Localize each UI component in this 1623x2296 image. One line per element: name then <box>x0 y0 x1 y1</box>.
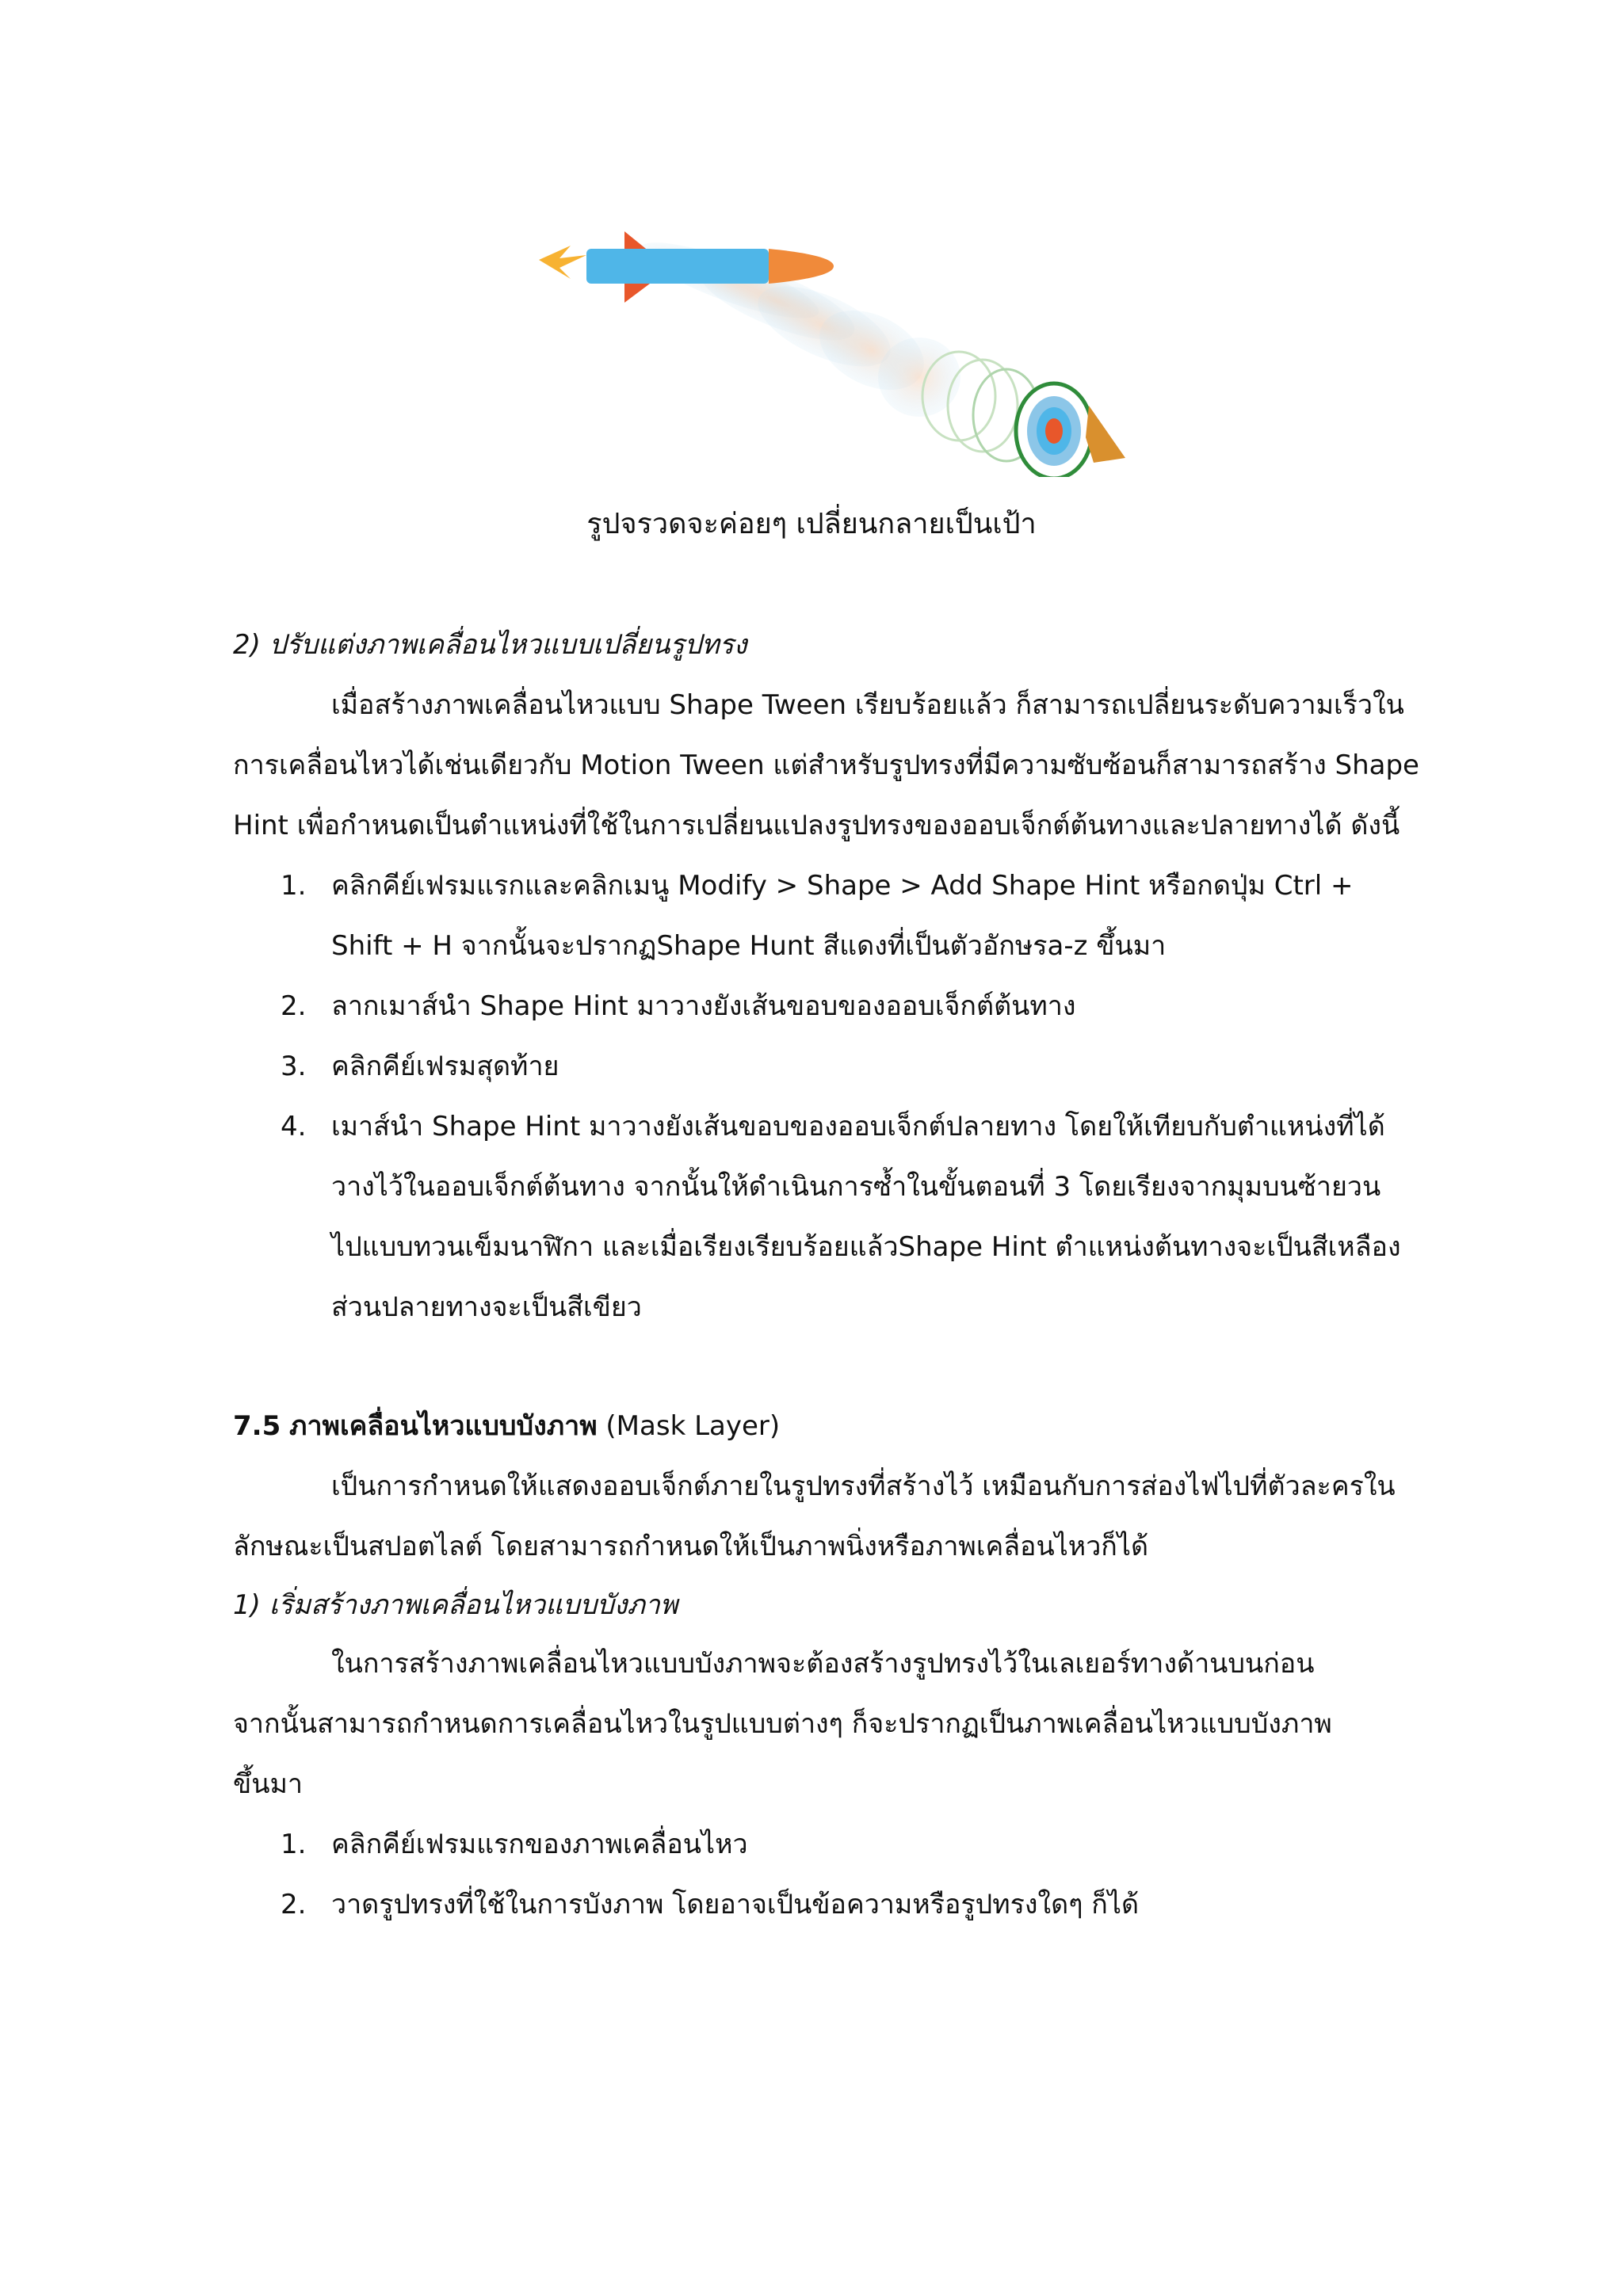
list-number: 2. <box>281 990 307 1022</box>
paragraph-line: Hint เพื่อกำหนดเป็นตำแหน่งที่ใช้ในการเปลี่ยนแปลงรูปทรงของออบเจ็กต์ต้นทางและปลายทางได้ ดังนี้ <box>233 810 1400 841</box>
section-title: ภาพเคลื่อนไหวแบบบังภาพ <box>289 1410 598 1442</box>
list-number: 1. <box>281 870 307 902</box>
section-title-english: (Mask Layer) <box>605 1410 781 1442</box>
section-title-mask-layer <box>233 1402 780 1450</box>
paragraph-line: ขึ้นมา <box>233 1768 303 1800</box>
list-number: 4. <box>281 1111 307 1142</box>
paragraph-line: ลักษณะเป็นสปอตไลต์ โดยสามารถกำหนดให้เป็นภาพนิ่งหรือภาพเคลื่อนไหวก็ได้ <box>233 1531 1149 1562</box>
section-number: 7.5 <box>233 1410 281 1442</box>
paragraph-line: เป็นการกำหนดให้แสดงออบเจ็กต์ภายในรูปทรงที่สร้างไว้ เหมือนกับการส่องไฟไปที่ตัวละครใน <box>331 1470 1396 1502</box>
paragraph-line: เมื่อสร้างภาพเคลื่อนไหวแบบ Shape Tween เรียบร้อยแล้ว ก็สามารถเปลี่ยนระดับความเร็วใน <box>331 689 1404 721</box>
list-number: 1. <box>281 1829 307 1860</box>
target <box>1016 383 1125 477</box>
list-item-line: คลิกคีย์เฟรมสุดท้าย <box>331 1051 559 1082</box>
section-heading-shape-tween: 2) ปรับแต่งภาพเคลื่อนไหวแบบเปลี่ยนรูปทรง <box>233 629 747 661</box>
list-number: 2. <box>281 1889 307 1920</box>
list-item-line: ไปแบบทวนเข็มนาฬิกา และเมื่อเรียงเรียบร้อยแล้วShape Hint ตำแหน่งต้นทางจะเป็นสีเหลือง <box>331 1231 1401 1263</box>
list-number: 3. <box>281 1051 307 1082</box>
list-item-line: ส่วนปลายทางจะเป็นสีเขียว <box>331 1291 642 1323</box>
list-item-line: วาดรูปทรงที่ใช้ในการบังภาพ โดยอาจเป็นข้อความหรือรูปทรงใดๆ ก็ได้ <box>331 1889 1140 1920</box>
list-item-line: ลากเมาส์นำ Shape Hint มาวางยังเส้นขอบของออบเจ็กต์ต้นทาง <box>331 990 1076 1022</box>
list-item-line: คลิกคีย์เฟรมแรกและคลิกเมนู Modify > Shape > Add Shape Hint หรือกดปุ่ม Ctrl + <box>331 870 1354 902</box>
list-item-line: Shift + H จากนั้นจะปรากฏShape Hunt สีแดงที่เป็นตัวอักษรa-z ขึ้นมา <box>331 930 1167 962</box>
list-item-line: วางไว้ในออบเจ็กต์ต้นทาง จากนั้นให้ดำเนินการซ้ำในขั้นตอนที่ 3 โดยเรียงจากมุมบนซ้ายวน <box>331 1171 1381 1203</box>
list-item-line: คลิกคีย์เฟรมแรกของภาพเคลื่อนไหว <box>331 1829 748 1860</box>
figure-caption: รูปจรวดจะค่อยๆ เปลี่ยนกลายเป็นเป้า <box>586 508 1037 540</box>
paragraph-line: จากนั้นสามารถกำหนดการเคลื่อนไหวในรูปแบบต่างๆ ก็จะปรากฏเป็นภาพเคลื่อนไหวแบบบังภาพ <box>233 1708 1332 1740</box>
list-item-line: เมาส์นำ Shape Hint มาวางยังเส้นขอบของออบเจ็กต์ปลายทาง โดยให้เทียบกับตำแหน่งที่ได้ <box>331 1111 1385 1142</box>
paragraph-line: การเคลื่อนไหวได้เช่นเดียวกับ Motion Tween แต่สำหรับรูปทรงที่มีความซับซ้อนก็สามารถสร้าง Shape <box>233 749 1419 781</box>
paragraph-line: ในการสร้างภาพเคลื่อนไหวแบบบังภาพจะต้องสร้างรูปทรงไว้ในเลเยอร์ทางด้านบนก่อน <box>331 1648 1315 1680</box>
rocket-to-target-illustration <box>539 208 1125 477</box>
subsection-heading: 1) เริ่มสร้างภาพเคลื่อนไหวแบบบังภาพ <box>233 1589 678 1621</box>
